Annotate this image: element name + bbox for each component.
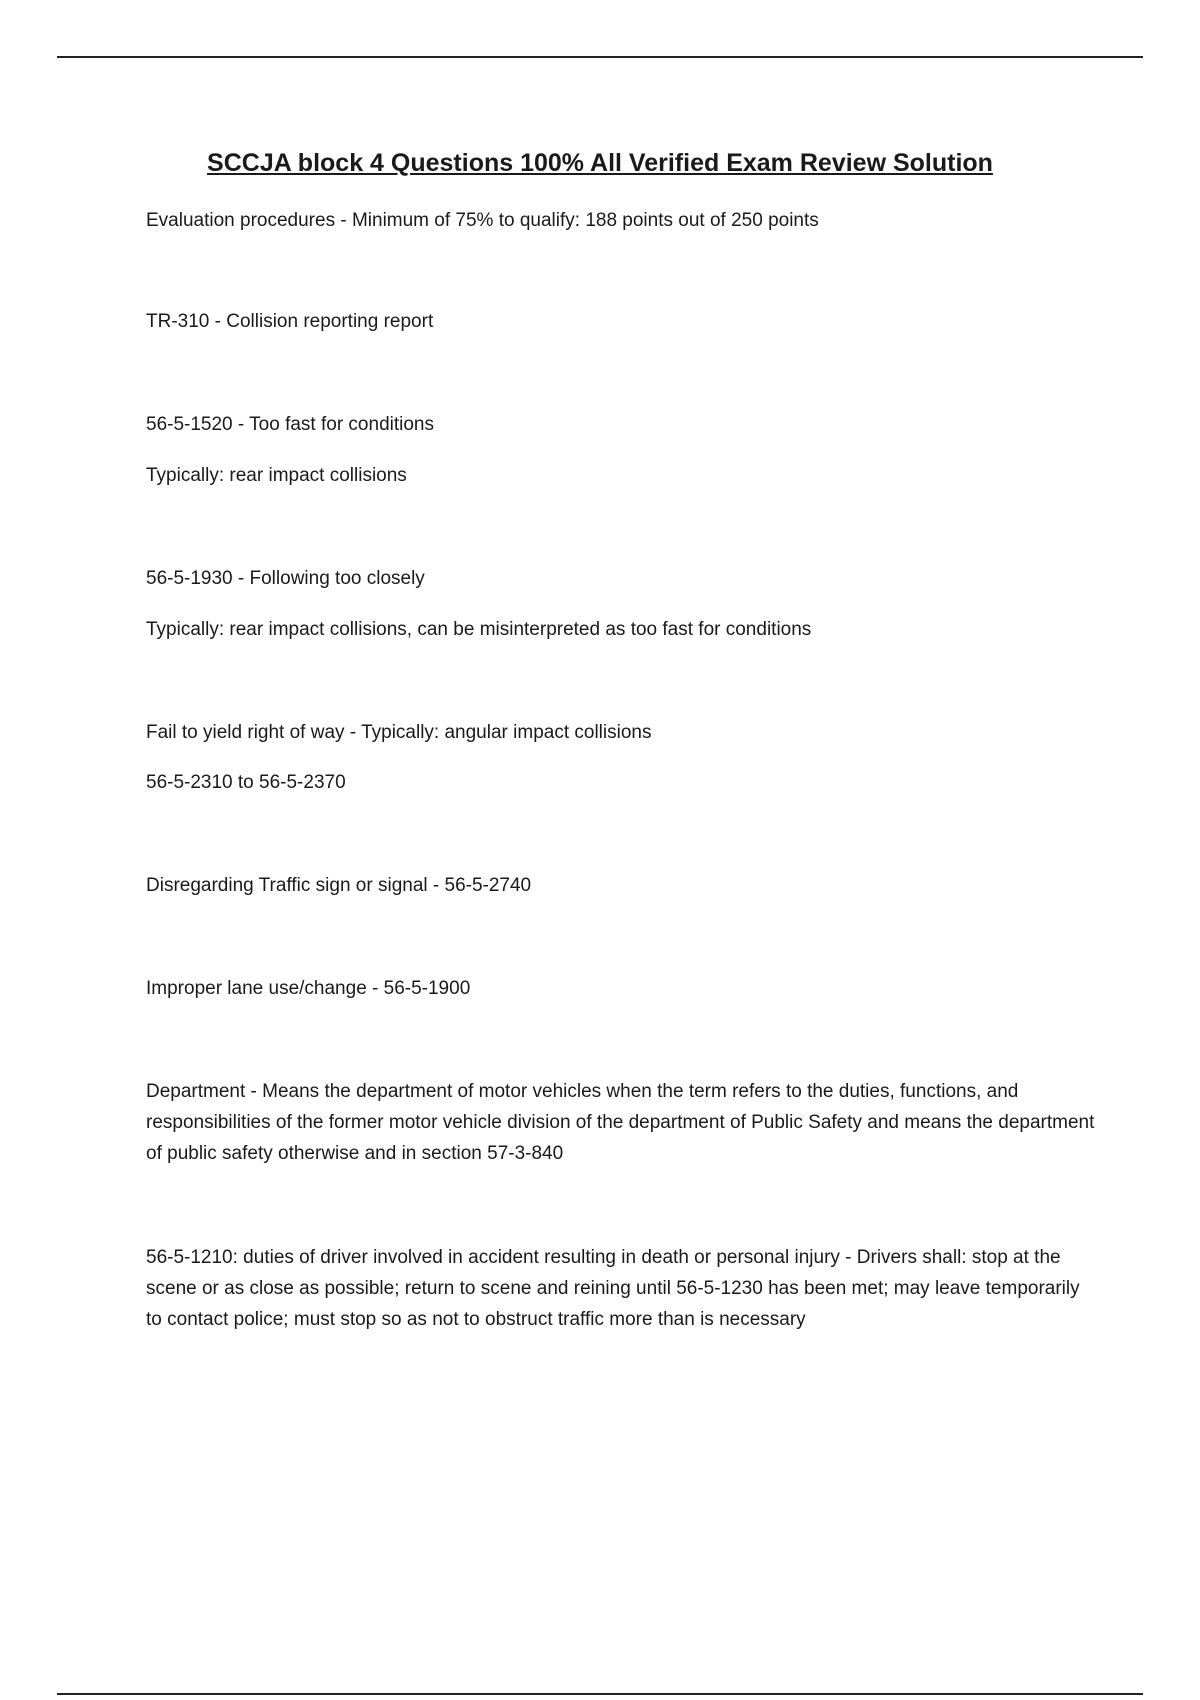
paragraph-56-5-1930: 56-5-1930 - Following too closely	[146, 568, 425, 589]
paragraph-fail-to-yield: Fail to yield right of way - Typically: angular impact collisions	[146, 722, 652, 743]
paragraph-improper-lane: Improper lane use/change - 56-5-1900	[146, 978, 471, 999]
bottom-rule	[57, 1693, 1143, 1695]
paragraph-56-5-2310: 56-5-2310 to 56-5-2370	[146, 772, 346, 793]
top-rule	[57, 56, 1143, 58]
paragraph-tr-310: TR-310 - Collision reporting report	[146, 311, 434, 332]
paragraph-evaluation-procedures: Evaluation procedures - Minimum of 75% to qualify: 188 points out of 250 points	[146, 210, 819, 231]
paragraph-56-5-1930-note: Typically: rear impact collisions, can be misinterpreted as too fast for conditions	[146, 619, 812, 640]
paragraph-56-5-1210: 56-5-1210: duties of driver involved in accident resulting in death or personal injury - Drivers shall: stop at the scene or as close as possible; return to scene and reining until 56-5-1230 has been met; may leave temporarily to contact police; must stop so as not to obstruct traffic more than is necessary	[146, 1247, 1080, 1330]
document-title: SCCJA block 4 Questions 100% All Verified Exam Review Solution	[207, 149, 993, 177]
paragraph-disregarding-signal: Disregarding Traffic sign or signal - 56-5-2740	[146, 875, 532, 896]
paragraph-department: Department - Means the department of motor vehicles when the term refers to the duties, functions, and responsibilities of the former motor vehicle division of the department of Public Safety and means the department of public safety otherwise and in section 57-3-840	[146, 1081, 1095, 1164]
paragraph-56-5-1520: 56-5-1520 - Too fast for conditions	[146, 414, 434, 435]
paragraph-56-5-1520-note: Typically: rear impact collisions	[146, 465, 407, 486]
